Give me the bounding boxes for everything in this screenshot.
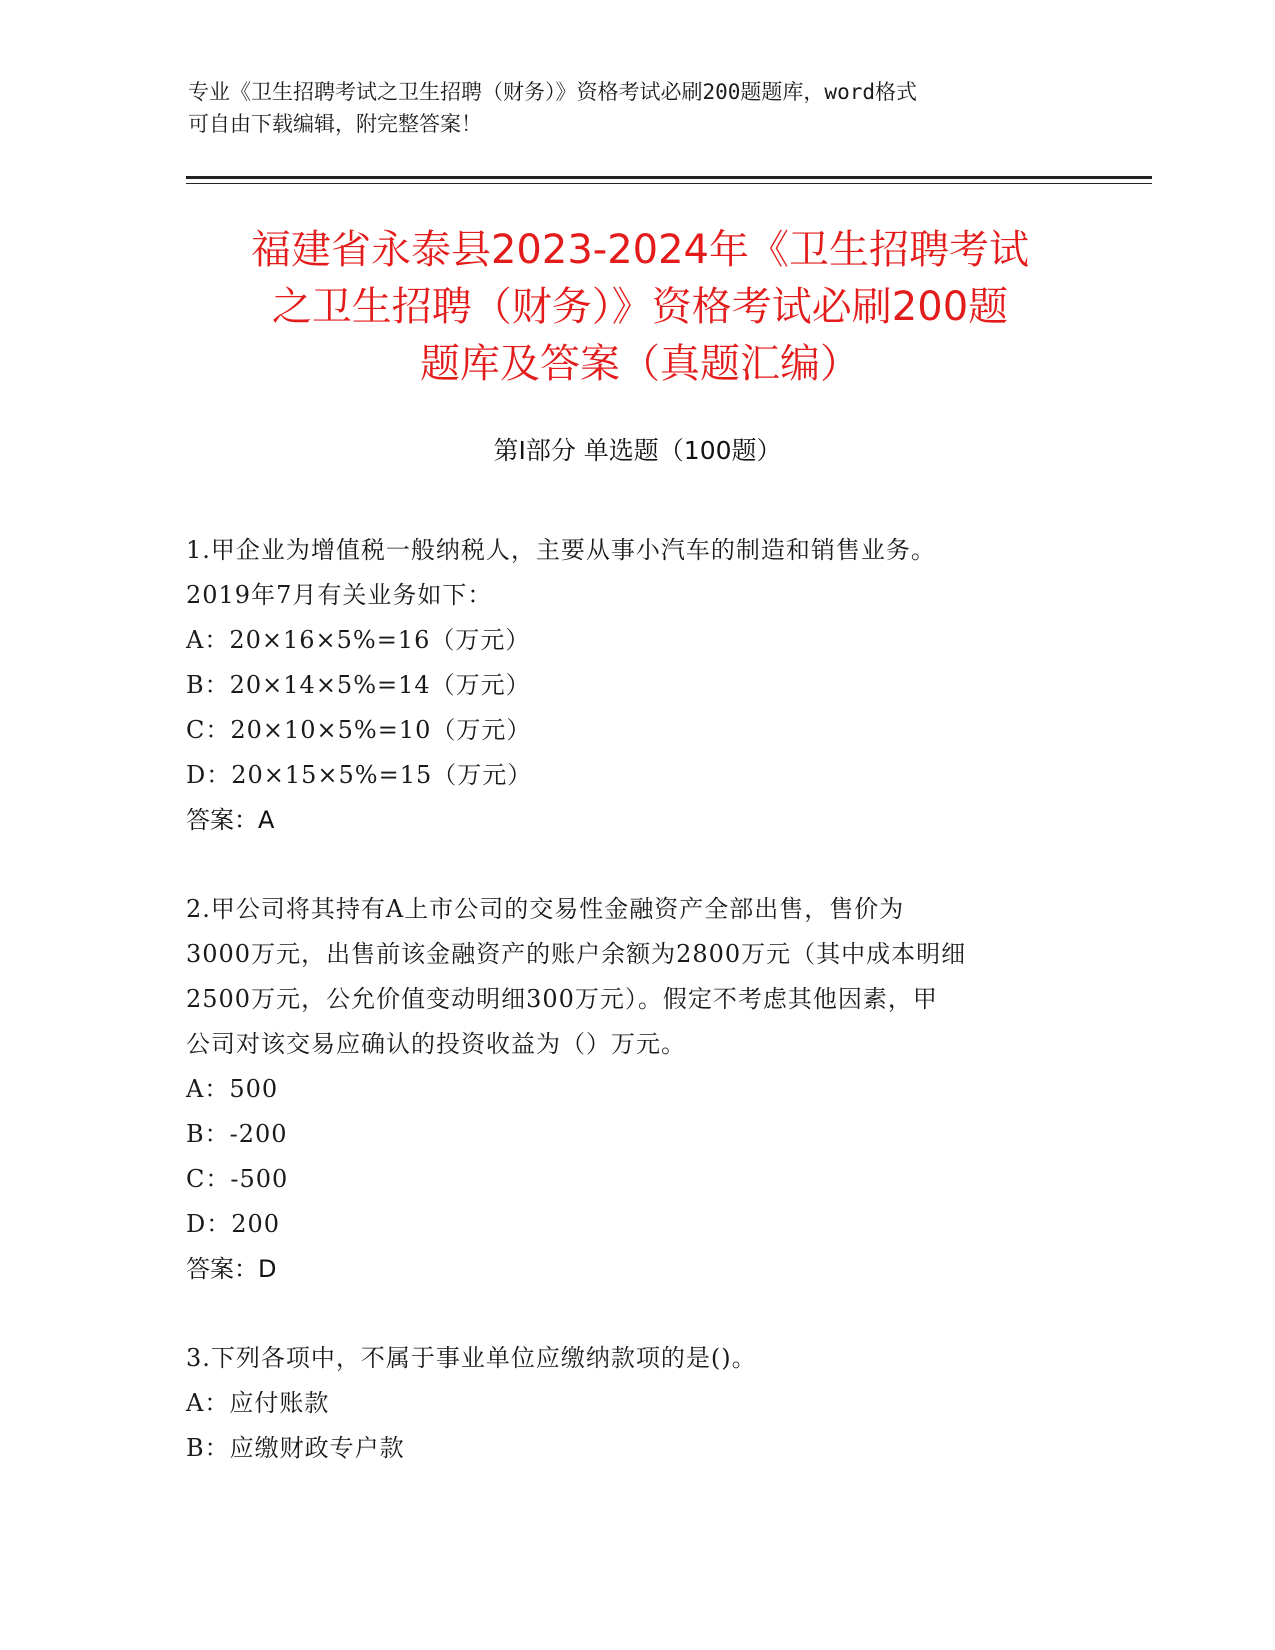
- question-stem-line: 2500万元，公允价值变动明细300万元）。假定不考虑其他因素，甲: [186, 985, 938, 1013]
- header-divider-thin: [186, 183, 1152, 184]
- question-stem-line: 公司对该交易应确认的投资收益为（）万元。: [186, 1030, 686, 1058]
- question-stem-line: 1.甲企业为增值税一般纳税人，主要从事小汽车的制造和销售业务。: [186, 536, 936, 564]
- section-heading: 第I部分 单选题（100题）: [493, 436, 782, 465]
- document-title: [190, 222, 1090, 393]
- header-note: [188, 76, 1068, 140]
- option-c: C：-500: [186, 1165, 289, 1193]
- option-c: C：20×10×5%=10（万元）: [186, 716, 532, 744]
- question-stem-line: 3000万元，出售前该金融资产的账户余额为2800万元（其中成本明细: [186, 940, 967, 968]
- question-3: [186, 1336, 1086, 1471]
- option-b: B：应缴财政专户款: [186, 1434, 405, 1462]
- answer-label: 答案：D: [186, 1255, 277, 1283]
- header-note-line-1: 专业《卫生招聘考试之卫生招聘（财务）》资格考试必刷200题题库，word格式: [188, 80, 917, 104]
- question-stem-line: 2019年7月有关业务如下：: [186, 581, 493, 609]
- option-a: A：500: [186, 1075, 279, 1103]
- question-1: [186, 528, 1086, 843]
- header-divider-thick: [186, 176, 1152, 179]
- option-b: B：20×14×5%=14（万元）: [186, 671, 531, 699]
- question-2: [186, 887, 1086, 1292]
- question-list: [186, 528, 1086, 1515]
- answer-label: 答案：A: [186, 806, 275, 834]
- option-b: B：-200: [186, 1120, 288, 1148]
- option-a: A：20×16×5%=16（万元）: [186, 626, 531, 654]
- header-note-line-2: 可自由下载编辑，附完整答案！: [188, 112, 482, 136]
- option-d: D：200: [186, 1210, 281, 1238]
- title-line-3: 题库及答案（真题汇编）: [420, 341, 860, 387]
- question-stem-line: 3.下列各项中，不属于事业单位应缴纳款项的是()。: [186, 1344, 757, 1372]
- question-stem-line: 2.甲公司将其持有A上市公司的交易性金融资产全部出售，售价为: [186, 895, 905, 923]
- title-line-2: 之卫生招聘（财务）》资格考试必刷200题: [271, 284, 1009, 330]
- option-a: A：应付账款: [186, 1389, 330, 1417]
- option-d: D：20×15×5%=15（万元）: [186, 761, 533, 789]
- title-line-1: 福建省永泰县2023-2024年《卫生招聘考试: [250, 227, 1030, 273]
